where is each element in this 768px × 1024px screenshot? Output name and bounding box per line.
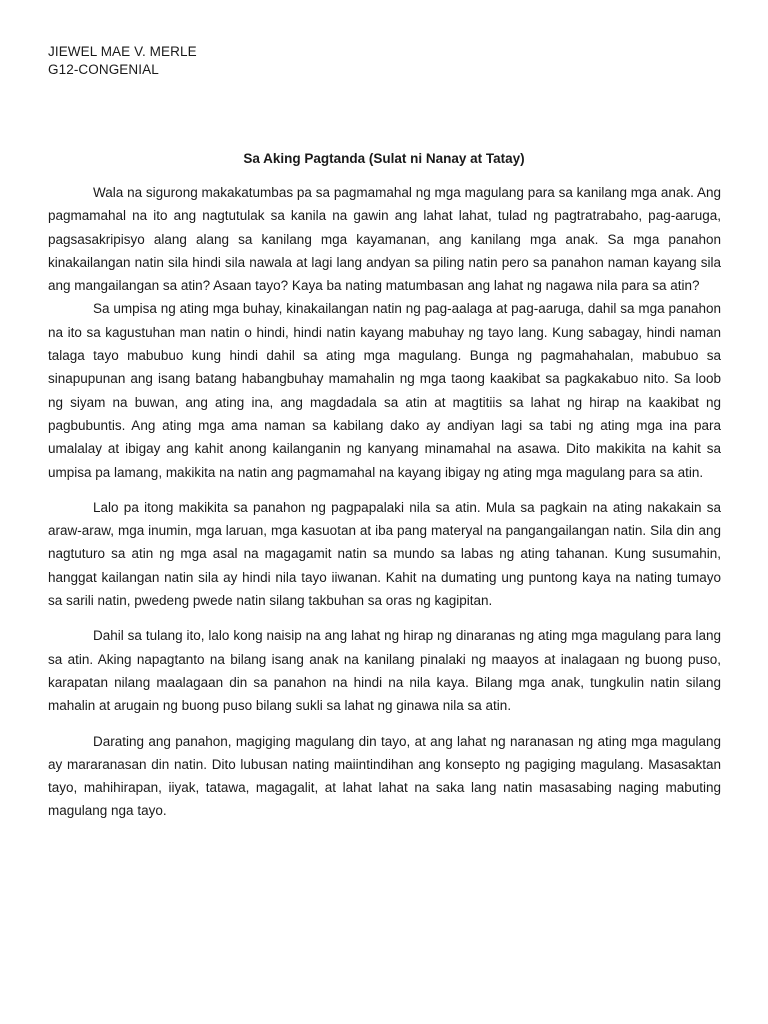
paragraph: Sa umpisa ng ating mga buhay, kinakailangan natin ng pag-aalaga at pag-aaruga, dahil sa mga panahon na ito sa kagustuhan man natin o hindi, hindi natin kayang mabuhay ng tayo lang. Kung sabagay, hindi naman talaga tayo mabubuo kung hindi dahil sa ating mga magulang. Bunga ng pagmahahalan, mabubuo sa sinapupunan ang isang batang habangbuhay mamahalin ng mga taong kaakibat sa pagkakabuo nito. Sa loob ng siyam na buwan, ang ating ina, ang magdadala sa atin at magtitiis sa lahat ng hirap na kaakibat ng pagbubuntis. Ang ating mga ama naman sa kabilang dako ay andiyan lagi sa tabi ng ating mga ina para umalalay at ibigay ang kahit anong kailanganin ng kanyang minamahal na asawa. Dito makikita na kahit sa umpisa pa lamang, makikita na natin ang pagmamahal na kayang ibigay ng ating mga magulang para sa atin. (48, 301, 721, 480)
paragraph: Dahil sa tulang ito, lalo kong naisip na ang lahat ng hirap ng dinaranas ng ating mga magulang para lang sa atin. Aking napagtanto na bilang isang anak na kanilang pinalaki ng maayos at inalagaan ng buong puso, karapatan nilang maalagaan din sa panahon na hindi na nila kaya. Bilang mga anak, tungkulin natin silang mahalin at arugain ng buong puso bilang sukli sa lahat ng ginawa nila sa atin. (48, 628, 721, 714)
author-name: JIEWEL MAE V. MERLE (48, 44, 197, 59)
document-body (48, 181, 721, 823)
student-section: G12-CONGENIAL (48, 62, 159, 77)
document-header (48, 43, 197, 79)
paragraph: Darating ang panahon, magiging magulang din tayo, at ang lahat ng naranasan ng ating mga magulang ay mararanasan din natin. Dito lubusan nating maiintindihan ang konsepto ng pagiging magulang. Masasaktan tayo, mahihirapan, iiyak, tatawa, magagalit, at lahat lahat na saka lang natin masasabing naging mabuting magulang nga tayo. (48, 733, 721, 819)
document-title: Sa Aking Pagtanda (Sulat ni Nanay at Tatay) (243, 151, 525, 166)
paragraph: Wala na sigurong makakatumbas pa sa pagmamahal ng mga magulang para sa kanilang mga anak. Ang pagmamahal na ito ang nagtutulak sa kanila na gawin ang lahat lahat, tulad ng pagtratrabaho, pag-aaruga, pagsasakripisyo alang alang sa kanilang mga kayamanan, ang kanilang mga anak. Sa mga panahon kinakailangan natin sila hindi sila nawala at lagi lang andyan sa piling natin pero sa panahon naman kayang sila ang mangailangan sa atin? Asaan tayo? Kaya ba nating matumbasan ang lahat ng nagawa nila para sa atin? (48, 185, 721, 294)
paragraph: Lalo pa itong makikita sa panahon ng pagpapalaki nila sa atin. Mula sa pagkain na ating nakakain sa araw-araw, mga inumin, mga laruan, mga kasuotan at iba pang materyal na pangangailangan natin. Sila din ang nagtuturo sa atin ng mga asal na magagamit natin sa mundo sa labas ng ating tahanan. Kung susumahin, hanggat kailangan natin sila ay hindi nila tayo iiwanan. Kahit na dumating ung puntong kaya na nating tumayo sa sarili natin, pwedeng pwede natin silang takbuhan sa oras ng kagipitan. (48, 499, 721, 609)
